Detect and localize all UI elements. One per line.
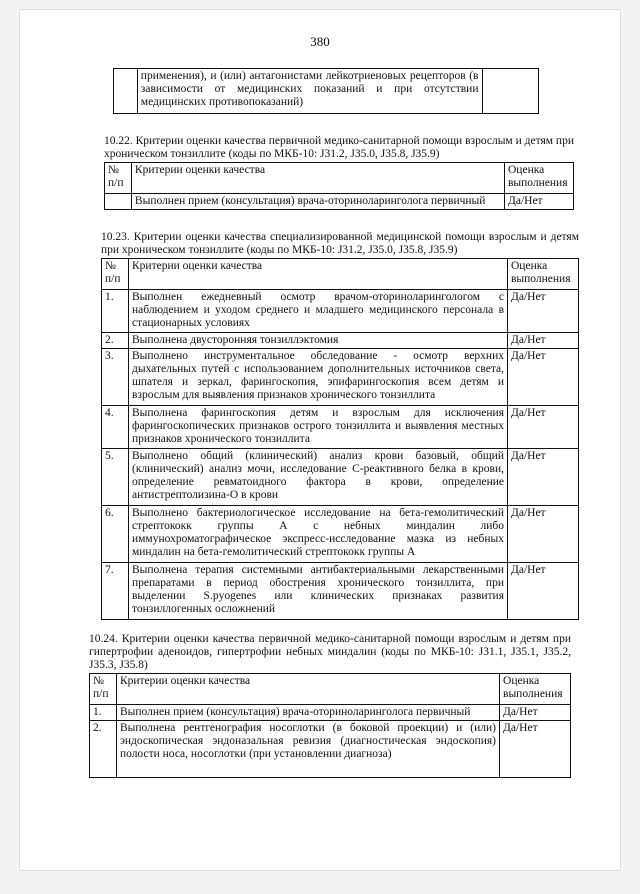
col-header-num: № п/п — [102, 259, 129, 290]
table-header-row — [102, 259, 579, 290]
col-header-criteria: Критерии оценки качества — [131, 163, 504, 194]
table-row — [102, 290, 579, 333]
row-criterion: Выполнено бактериологическое исследование на бета-гемолитический стрептококк группы А с небных миндалин либо иммунохроматографическое экспресс-исследование мазка из небных миндалин на бета-гемолитический стрептококк группы А — [129, 506, 508, 563]
col-header-eval: Оценка выполнения — [505, 163, 574, 194]
page-number: 380 — [310, 34, 330, 49]
criterion-cell: применения), и (или) антагонистами лейкотриеновых рецепторов (в зависимости от медицинских показаний и при отсутствии медицинских противопоказаний) — [137, 69, 482, 114]
row-num: 1. — [102, 290, 129, 333]
section-22-table — [104, 162, 574, 210]
document-page — [20, 10, 620, 870]
col-header-num: № п/п — [90, 674, 117, 705]
row-eval: Да/Нет — [508, 506, 579, 563]
table-row — [102, 563, 579, 620]
row-num: 1. — [90, 705, 117, 721]
continuation-table — [113, 68, 539, 114]
table-row — [102, 349, 579, 406]
table-row — [90, 721, 571, 778]
table-row — [102, 333, 579, 349]
row-eval: Да/Нет — [500, 721, 571, 778]
row-eval: Да/Нет — [508, 406, 579, 449]
row-criterion: Выполнено общий (клинический) анализ крови базовый, общий (клинический) анализ мочи, исследование С-реактивного белка в крови, определение ревматоидного фактора в крови, определение антистрептолизина-О в крови — [129, 449, 508, 506]
row-num: 3. — [102, 349, 129, 406]
col-header-eval: Оценка выполнения — [508, 259, 579, 290]
row-eval: Да/Нет — [508, 563, 579, 620]
table-row — [114, 69, 539, 114]
section-23-heading: 10.23. Критерии оценки качества специализированной медицинской помощи взрослым и детям при хроническом тонзиллите (коды по МКБ-10: J31.2, J35.0, J35.8, J35.9) — [101, 231, 579, 256]
row-eval: Да/Нет — [505, 194, 574, 210]
row-criterion: Выполнен прием (консультация) врача-оториноларинголога первичный — [116, 705, 499, 721]
col-header-eval: Оценка выполнения — [500, 674, 571, 705]
row-criterion: Выполнена фарингоскопия детям и взрослым для исключения фарингоскопических признаков острого тонзиллита и выявления местных признаков хронического тонзиллита — [129, 406, 508, 449]
row-eval: Да/Нет — [500, 705, 571, 721]
col-header-criteria: Критерии оценки качества — [129, 259, 508, 290]
table-row — [90, 705, 571, 721]
row-num: 7. — [102, 563, 129, 620]
col-header-criteria: Критерии оценки качества — [116, 674, 499, 705]
section-24-table — [89, 673, 571, 778]
table-header-row — [105, 163, 574, 194]
row-criterion: Выполнен ежедневный осмотр врачом-оториноларингологом с наблюдением и уходом среднего и младшего медицинского персонала в стационарных условиях — [129, 290, 508, 333]
row-eval: Да/Нет — [508, 349, 579, 406]
row-eval: Да/Нет — [508, 290, 579, 333]
section-24-heading: 10.24. Критерии оценки качества первичной медико-санитарной помощи взрослым и детям при гипертрофии аденоидов, гипертрофии небных миндалин (коды по МКБ-10: J31.1, J35.1, J35.2, J35.3, J35.8) — [89, 633, 571, 671]
col-header-num: № п/п — [105, 163, 132, 194]
row-num: 2. — [102, 333, 129, 349]
row-num — [105, 194, 132, 210]
row-num: 2. — [90, 721, 117, 778]
row-num: 4. — [102, 406, 129, 449]
row-criterion: Выполнено инструментальное обследование - осмотр верхних дыхательных путей с использованием дополнительных источников света, шпателя и зеркал, фарингоскопия, эпифарингоскопия всем детям и взрослым для выявления признаков хронического тонзиллита — [129, 349, 508, 406]
row-criterion: Выполнена рентгенография носоглотки (в боковой проекции) и (или) эндоскопическая эндоназальная ревизия (диагностическая эндоскопия) полости носа, носоглотки (при установлении диагноза) — [116, 721, 499, 778]
row-eval: Да/Нет — [508, 449, 579, 506]
row-criterion: Выполнена терапия системными антибактериальными лекарственными препаратами в период обострения хронического тонзиллита, при выделении S.pyogenes или клинических признаках развития тонзиллогенных осложнений — [129, 563, 508, 620]
row-num: 6. — [102, 506, 129, 563]
table-row — [102, 506, 579, 563]
row-criterion: Выполнена двусторонняя тонзиллэктомия — [129, 333, 508, 349]
row-criterion: Выполнен прием (консультация) врача-оториноларинголога первичный — [131, 194, 504, 210]
table-row — [102, 406, 579, 449]
row-eval: Да/Нет — [508, 333, 579, 349]
table-row — [105, 194, 574, 210]
row-num: 5. — [102, 449, 129, 506]
table-header-row — [90, 674, 571, 705]
section-23-table — [101, 258, 579, 620]
table-row — [102, 449, 579, 506]
section-22-heading: 10.22. Критерии оценки качества первичной медико-санитарной помощи взрослым и детям при хроническом тонзиллите (коды по МКБ-10: J31.2, J35.0, J35.8, J35.9) — [104, 135, 574, 160]
